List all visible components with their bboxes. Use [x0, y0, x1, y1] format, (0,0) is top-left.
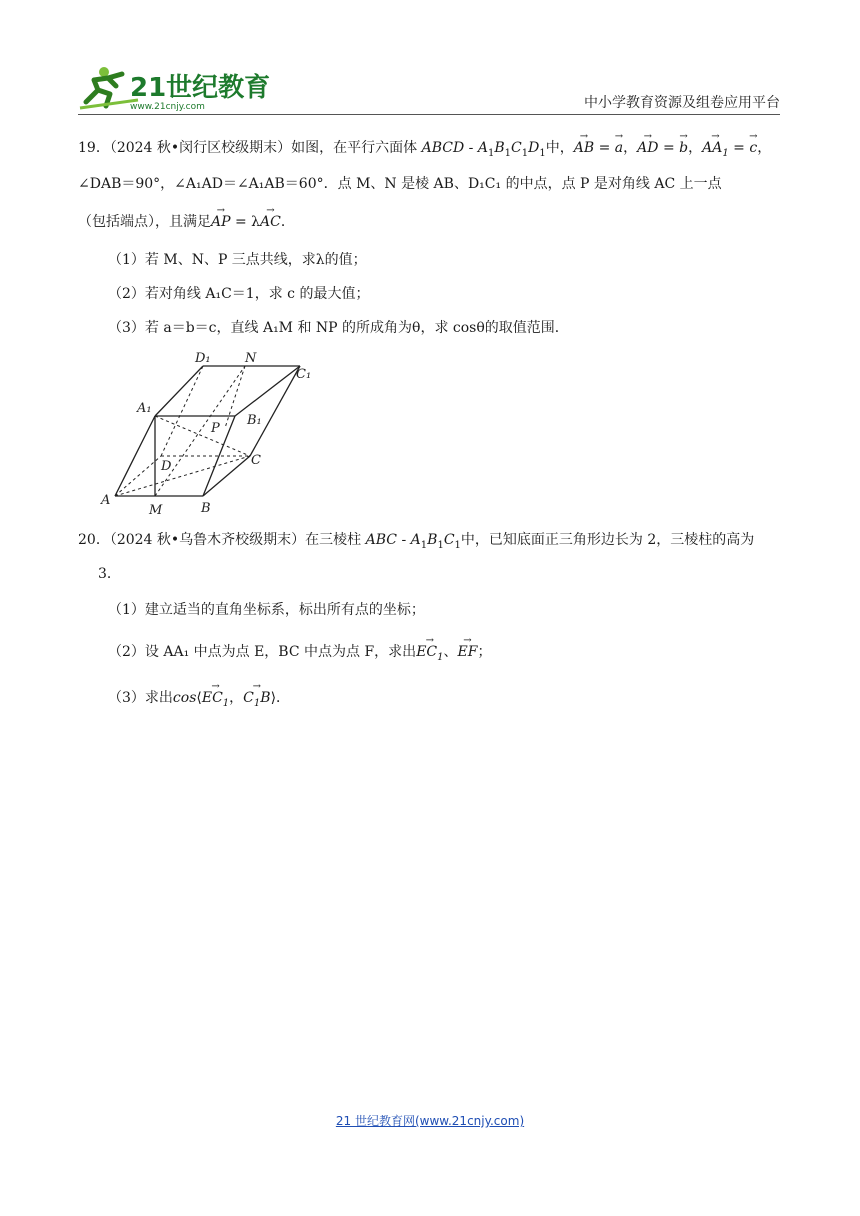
label-N: N: [245, 351, 257, 366]
label-B1: B₁: [247, 413, 262, 428]
footer-link[interactable]: 21 世纪教育网(www.21cnjy.com): [335, 1114, 525, 1128]
logo: [78, 62, 278, 112]
q20-number: 20．: [78, 532, 110, 548]
q20-part1: （1）建立适当的直角坐标系，标出所有点的坐标；: [108, 602, 425, 618]
q20-text-b: 中，已知底面正三角形边长为 2，三棱柱的高为: [460, 532, 755, 548]
q20-line2: 3．: [98, 566, 121, 582]
header-rule: [78, 114, 780, 115]
label-C: C: [251, 453, 261, 468]
q19-part3: （3）若 a＝b＝c，直线 A₁M 和 NP 的所成角为θ，求 cosθ的取值范围．: [108, 320, 569, 336]
q20-line1: 20．（2024 秋•乌鲁木齐校级期末）在三棱柱 ABC - $A_1B_1C_1$中，已知底面正三角形边长为 2，三棱柱的高为: [78, 532, 755, 551]
parallelepiped-figure: [95, 348, 315, 518]
q19-source: （2024 秋•闵行区校级期末）: [109, 140, 292, 156]
q20-source: （2024 秋•乌鲁木齐校级期末）: [109, 532, 306, 548]
page-footer: [0, 1112, 860, 1129]
logo-text: 21世纪教育: [130, 73, 271, 103]
q19-text-c: （包括端点），且满足: [78, 214, 211, 230]
label-D1: D₁: [195, 351, 211, 366]
q19-line3: （包括端点），且满足→ AP = λ→ AC．: [78, 212, 295, 232]
q19-text-a: 如图，在平行六面体: [291, 140, 418, 156]
logo-url: www.21cnjy.com: [130, 102, 205, 112]
platform-name: 中小学教育资源及组卷应用平台: [584, 95, 780, 111]
q19-solid: ABCD: [421, 140, 465, 156]
label-P: P: [211, 421, 220, 436]
q20-part3: （3）求出cos⟨→ $EC_1$，→ $C_1B⟩$．: [78, 688, 290, 714]
q19-line1: 19．（2024 秋•闵行区校级期末）如图，在平行六面体 ABCD - $A_1B_1C_1D_1$中，→ AB = → a，→ AD = → b，→ $AA_1$ = → c，: [78, 138, 771, 164]
q20-part2: （2）设 AA₁ 中点为点 E，BC 中点为点 F，求出→ $EC_1$、→ EF；: [78, 642, 491, 668]
q19-text-b: 中，: [545, 140, 574, 156]
q19-line2: ∠DAB＝90°，∠A₁AD＝∠A₁AB＝60°．点 M、N 是棱 AB、D₁C₁ 的中点，点 P 是对角线 AC 上一点: [78, 176, 722, 192]
label-C1: C₁: [296, 367, 312, 382]
label-D: D: [161, 459, 172, 474]
label-A: A: [101, 493, 111, 508]
page-header: [78, 62, 780, 118]
label-A1: A₁: [137, 401, 152, 416]
q19-part2: （2）若对角线 A₁C＝1，求 c 的最大值；: [108, 286, 370, 302]
q20-text-a: 在三棱柱: [305, 532, 362, 548]
q19-part1: （1）若 M、N、P 三点共线，求λ的值；: [108, 252, 367, 268]
label-M: M: [149, 503, 163, 518]
q19-number: 19．: [78, 140, 110, 156]
label-B: B: [201, 501, 211, 516]
